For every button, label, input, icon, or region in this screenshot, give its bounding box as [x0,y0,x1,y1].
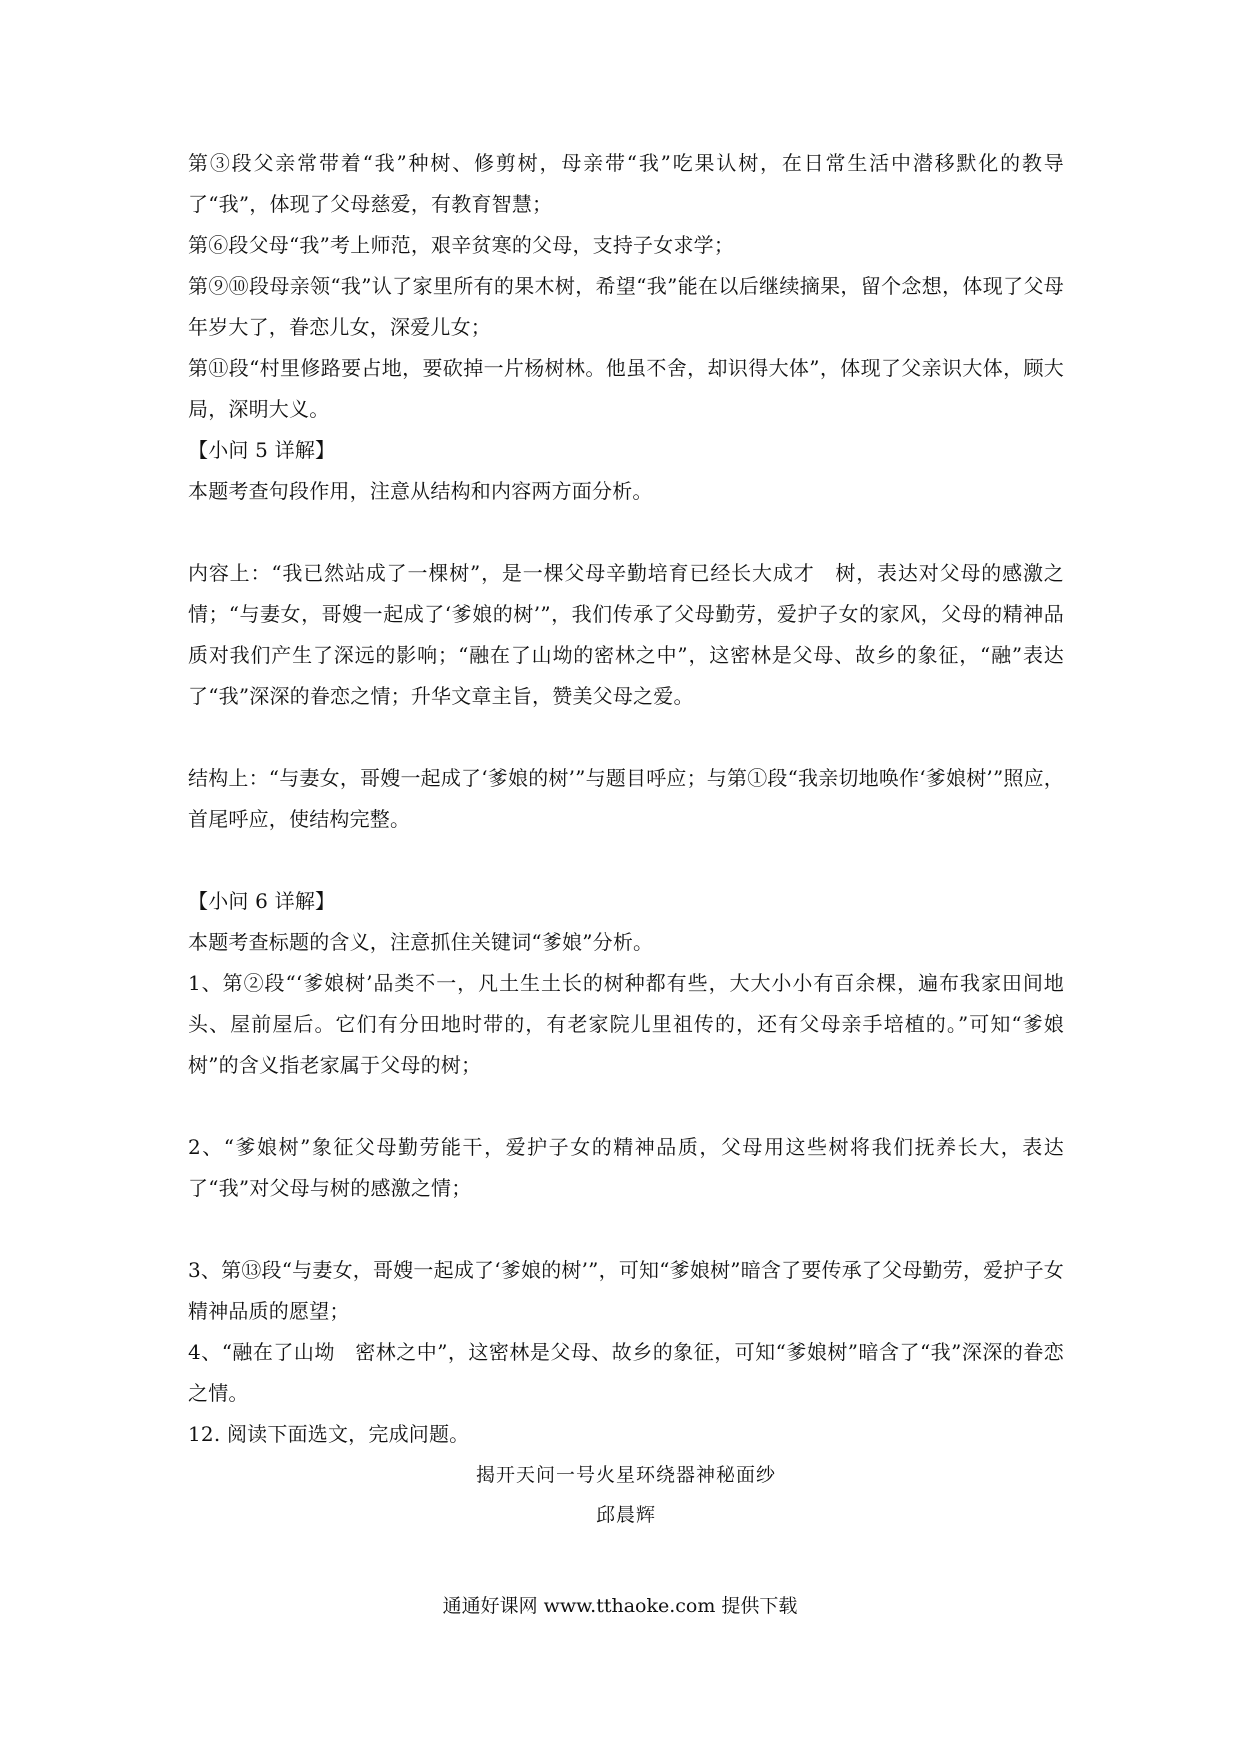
article-title: 揭开天问一号火星环绕器神秘面纱 [475,1464,776,1486]
question-5-heading: 【小问 5 详解】 [188,438,336,462]
article-author: 邱晨辉 [595,1504,656,1526]
paragraph-9-10-analysis: 第⑨⑩段母亲领“我”认了家里所有的果木树，希望“我”能在以后继续摘果，留个念想，体现了父母年岁大了，眷恋儿女，深爱儿女； [188,274,1064,339]
question-6-item-2: 2、“爹娘树”象征父母勤劳能干，爱护子女的精神品质，父母用这些树将我们抚养长大，表达了“我”对父母与树的感激之情； [188,1135,1064,1200]
question-5-content-analysis: 内容上：“我已然站成了一棵树”，是一棵父母辛勤培育已经长大成才 树，表达对父母的感激之情；“与妻女，哥嫂一起成了‘爹娘的树’”，我们传承了父母勤劳，爱护子女的家风，父母的精神品质对我们产生了深远的影响；“融在了山坳的密林之中”，这密林是父母、故乡的象征，“融”表达了“我”深深的眷恋之情；升华文章主旨，赞美父母之爱。 [188,561,1064,708]
spacer [188,512,1064,553]
question-5-intro: 本题考查句段作用，注意从结构和内容两方面分析。 [188,479,653,503]
spacer [188,1086,1064,1127]
paragraph-11-analysis: 第⑪段“村里修路要占地，要砍掉一片杨树林。他虽不舍，却识得大体”，体现了父亲识大体，顾大局，深明大义。 [188,356,1064,421]
question-6-item-4: 4、“融在了山坳 密林之中”，这密林是父母、故乡的象征，可知“爹娘树”暗含了“我”深深的眷恋之情。 [188,1340,1064,1405]
question-6-item-1: 1、第②段“‘爹娘树’品类不一，凡土生土长的树种都有些，大大小小有百余棵，遍布我家田间地头、屋前屋后。它们有分田地时带的，有老家院儿里祖传的，还有父母亲手培植的。”可知“爹娘树”的含义指老家属于父母的树； [188,971,1064,1077]
question-6-heading: 【小问 6 详解】 [188,889,336,913]
document-body [188,143,1064,1535]
spacer [188,1209,1064,1250]
paragraph-6-analysis: 第⑥段父母“我”考上师范，艰辛贫寒的父母，支持子女求学； [188,233,735,257]
question-5-structure-analysis: 结构上：“与妻女，哥嫂一起成了‘爹娘的树’”与题目呼应；与第①段“我亲切地唤作‘爹娘树’”照应，首尾呼应，使结构完整。 [188,766,1064,831]
spacer [188,717,1064,758]
page-footer: 通通好课网 www.tthaoke.com 提供下载 [442,1595,798,1617]
paragraph-3-analysis: 第③段父亲常带着“我”种树、修剪树，母亲带“我”吃果认树，在日常生活中潜移默化的教导了“我”，体现了父母慈爱，有教育智慧； [188,151,1064,216]
question-12-prompt: 12. 阅读下面选文，完成问题。 [188,1422,470,1446]
question-6-intro: 本题考查标题的含义，注意抓住关键词“爹娘”分析。 [188,930,654,954]
spacer [188,840,1064,881]
question-6-item-3: 3、第⑬段“与妻女，哥嫂一起成了‘爹娘的树’”，可知“爹娘树”暗含了要传承了父母勤劳，爱护子女精神品质的愿望； [188,1258,1064,1323]
